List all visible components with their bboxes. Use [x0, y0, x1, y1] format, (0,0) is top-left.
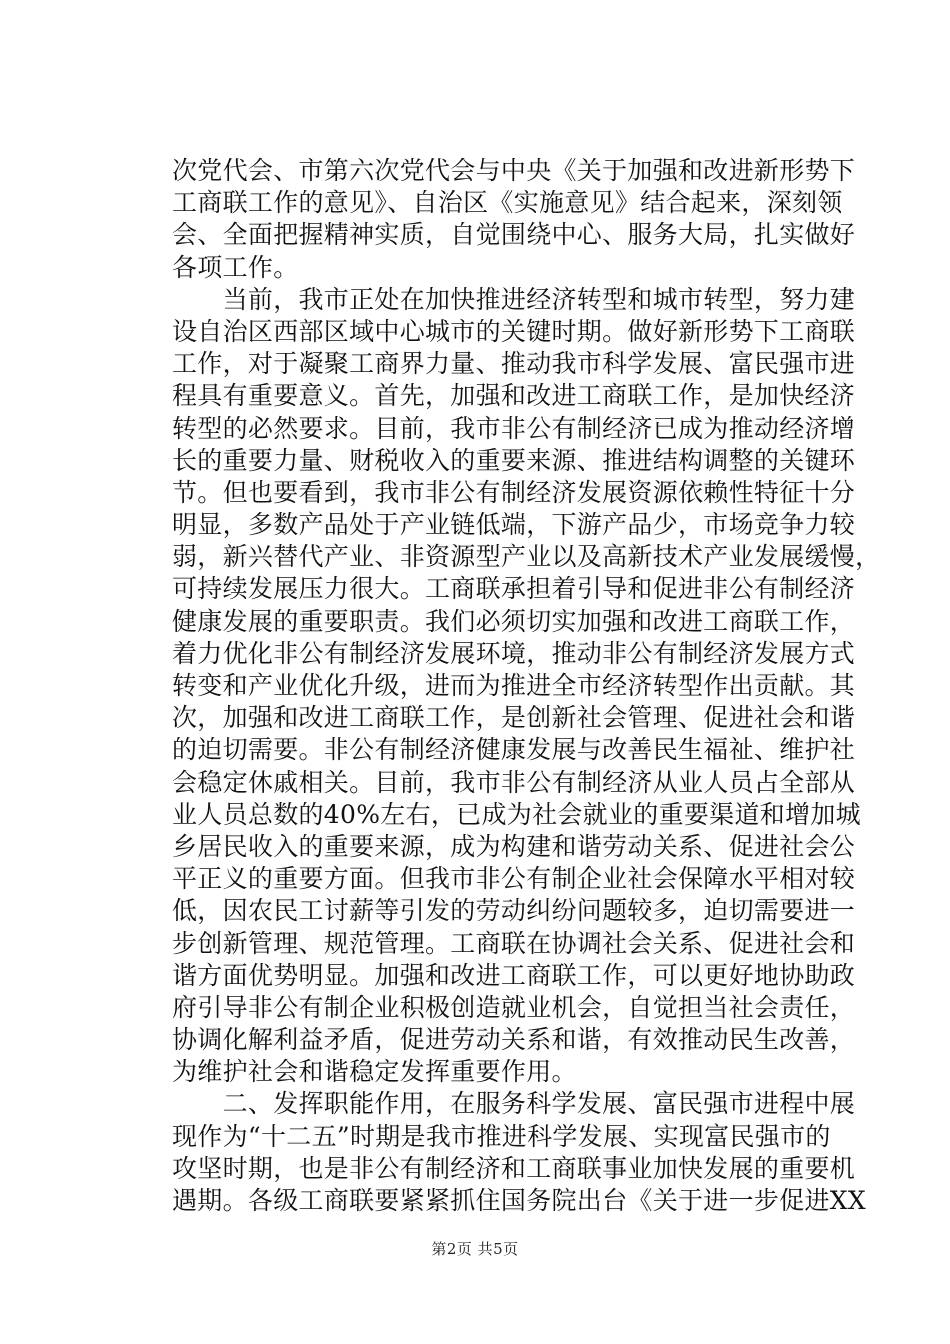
- text-line: 转型的必然要求。目前，我市非公有制经济已成为推动经济增: [172, 413, 856, 443]
- text-line: 长的重要力量、财税收入的重要来源、推进结构调整的关键环: [172, 445, 856, 475]
- text-line: 可持续发展压力很大。工商联承担着引导和促进非公有制经济: [172, 574, 856, 604]
- text-line: 会稳定休戚相关。目前，我市非公有制经济从业人员占全部从: [172, 767, 856, 797]
- text-line: 次党代会、市第六次党代会与中央《关于加强和改进新形势下: [172, 156, 856, 185]
- text-line: 程具有重要意义。首先，加强和改进工商联工作，是加快经济: [172, 381, 856, 411]
- text-line: 节。但也要看到，我市非公有制经济发展资源依赖性特征十分: [172, 477, 856, 507]
- text-line: 业人员总数的40%左右，已成为社会就业的重要渠道和增加城: [172, 799, 861, 829]
- text-line: 设自治区西部区域中心城市的关键时期。做好新形势下工商联: [172, 316, 856, 346]
- text-line: 谐方面优势明显。加强和改进工商联工作，可以更好地协助政: [172, 960, 856, 990]
- text-line: 工商联工作的意见》、自治区《实施意见》结合起来，深刻领: [172, 188, 843, 218]
- text-line: 的迫切需要。非公有制经济健康发展与改善民生福祉、维护社: [172, 735, 856, 765]
- text-line: 各项工作。: [172, 252, 299, 282]
- text-line: 次，加强和改进工商联工作，是创新社会管理、促进社会和谐: [172, 703, 856, 733]
- text-line: 弱，新兴替代产业、非资源型产业以及高新技术产业发展缓慢，: [172, 542, 881, 572]
- text-line: 为维护社会和谐稳定发挥重要作用。: [172, 1057, 577, 1087]
- text-line: 步创新管理、规范管理。工商联在协调社会关系、促进社会和: [172, 928, 856, 958]
- text-line: 府引导非公有制企业积极创造就业机会，自觉担当社会责任，: [172, 992, 856, 1022]
- document-body: [172, 155, 881, 1217]
- text-line: 着力优化非公有制经济发展环境，推动非公有制经济发展方式: [172, 638, 856, 668]
- text-line: 攻坚时期，也是非公有制经济和工商联事业加快发展的重要机: [172, 1153, 856, 1183]
- text-line: 工作，对于凝聚工商界力量、推动我市科学发展、富民强市进: [172, 349, 856, 379]
- text-line: 转变和产业优化升级，进而为推进全市经济转型作出贡献。其: [172, 671, 856, 700]
- text-line: 健康发展的重要职责。我们必须切实加强和改进工商联工作，: [172, 606, 856, 636]
- text-line: 低，因农民工讨薪等引发的劳动纠纷问题较多，迫切需要进一: [172, 896, 856, 926]
- text-line: 协调化解利益矛盾，促进劳动关系和谐，有效推动民生改善，: [172, 1025, 856, 1055]
- text-line: 现作为“十二五”时期是我市推进科学发展、实现富民强市的: [172, 1121, 831, 1151]
- text-line: 会、全面把握精神实质，自觉围绕中心、服务大局，扎实做好: [172, 220, 856, 250]
- text-line: 当前，我市正处在加快推进经济转型和城市转型，努力建: [172, 284, 856, 314]
- page-footer: 第2页 共5页: [431, 1240, 519, 1258]
- text-line: 遇期。各级工商联要紧紧抓住国务院出台《关于进一步促进XX: [172, 1186, 866, 1215]
- text-line: 乡居民收入的重要来源，成为构建和谐劳动关系、促进社会公: [172, 831, 856, 861]
- text-line: 明显，多数产品处于产业链低端，下游产品少，市场竞争力较: [172, 510, 856, 540]
- text-line: 二、发挥职能作用，在服务科学发展、富民强市进程中展: [172, 1089, 856, 1119]
- text-line: 平正义的重要方面。但我市非公有制企业社会保障水平相对较: [172, 864, 856, 894]
